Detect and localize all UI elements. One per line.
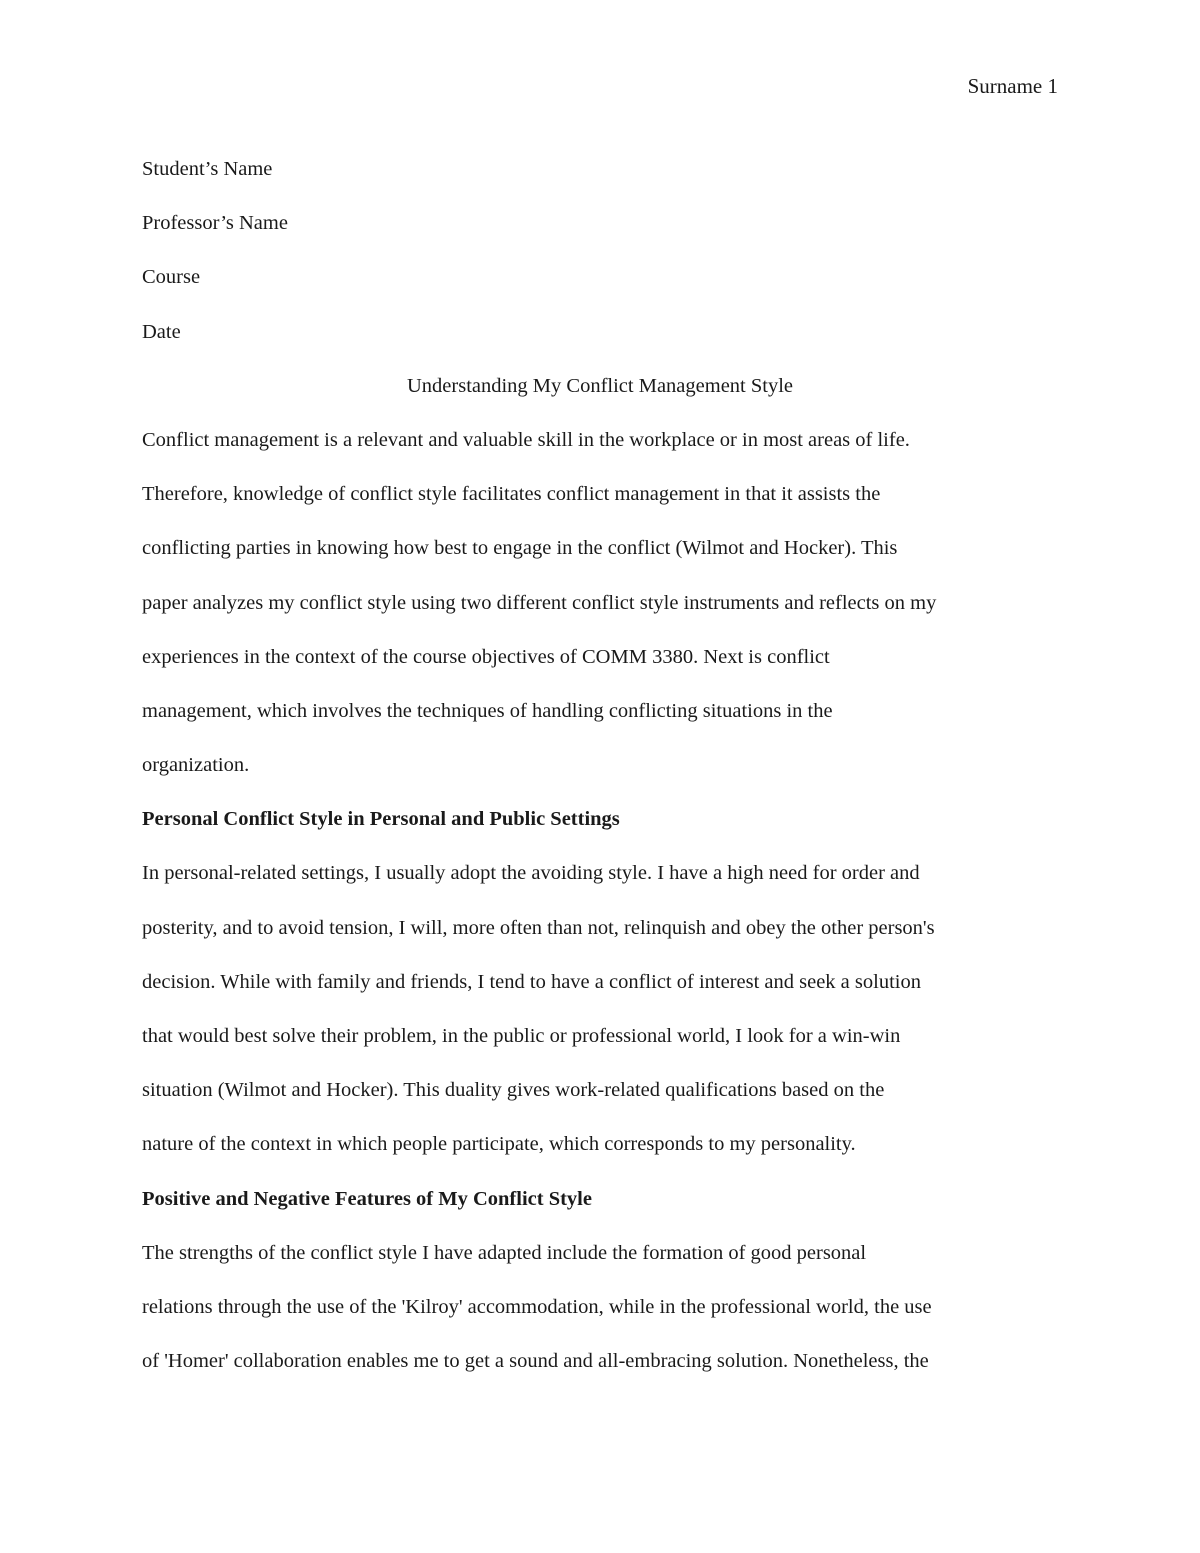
text-line: conflicting parties in knowing how best to engage in the conflict (Wilmot and Hocker). This: [142, 537, 898, 560]
text-line: relations through the use of the 'Kilroy' accommodation, while in the professional world, the use: [142, 1295, 932, 1318]
student-name: Student’s Name: [142, 158, 273, 180]
text-line: experiences in the context of the course objectives of COMM 3380. Next is conflict: [142, 645, 830, 668]
course-name: Course: [142, 266, 201, 289]
text-line: situation (Wilmot and Hocker). This duality gives work-related qualifications based on the: [142, 1079, 885, 1102]
text-line: Conflict management is a relevant and valuable skill in the workplace or in most areas of life.: [142, 428, 910, 451]
text-line: In personal-related settings, I usually adopt the avoiding style. I have a high need for order and: [142, 862, 920, 885]
text-line: posterity, and to avoid tension, I will, more often than not, relinquish and obey the other person's: [142, 916, 935, 939]
text-line: management, which involves the techniques of handling conflicting situations in the: [142, 699, 833, 722]
text-line: nature of the context in which people participate, which corresponds to my personality.: [142, 1133, 856, 1156]
section-heading: Personal Conflict Style in Personal and Public Settings: [142, 808, 620, 831]
essay-title: Understanding My Conflict Management Style: [406, 374, 794, 397]
professor-name: Professor’s Name: [142, 212, 288, 235]
section-heading: Positive and Negative Features of My Conflict Style: [142, 1187, 592, 1210]
text-line: paper analyzes my conflict style using two different conflict style instruments and reflects on my: [142, 591, 937, 614]
section1-paragraph: [142, 846, 1058, 1171]
text-line: that would best solve their problem, in the public or professional world, I look for a win-win: [142, 1025, 901, 1047]
text-line: organization.: [142, 754, 250, 777]
text-line: The strengths of the conflict style I have adapted include the formation of good personal: [142, 1241, 867, 1264]
text-line: decision. While with family and friends, I tend to have a conflict of interest and seek a solution: [142, 970, 921, 993]
intro-paragraph: [142, 413, 1058, 792]
document-body: [142, 142, 1058, 1388]
text-line: Therefore, knowledge of conflict style facilitates conflict management in that it assists the: [142, 483, 881, 506]
date-line: Date: [142, 320, 181, 343]
text-line: of 'Homer' collaboration enables me to get a sound and all-embracing solution. Nonetheless, the: [142, 1350, 929, 1373]
running-head: Surname 1: [967, 74, 1058, 98]
section2-paragraph: [142, 1226, 1058, 1389]
